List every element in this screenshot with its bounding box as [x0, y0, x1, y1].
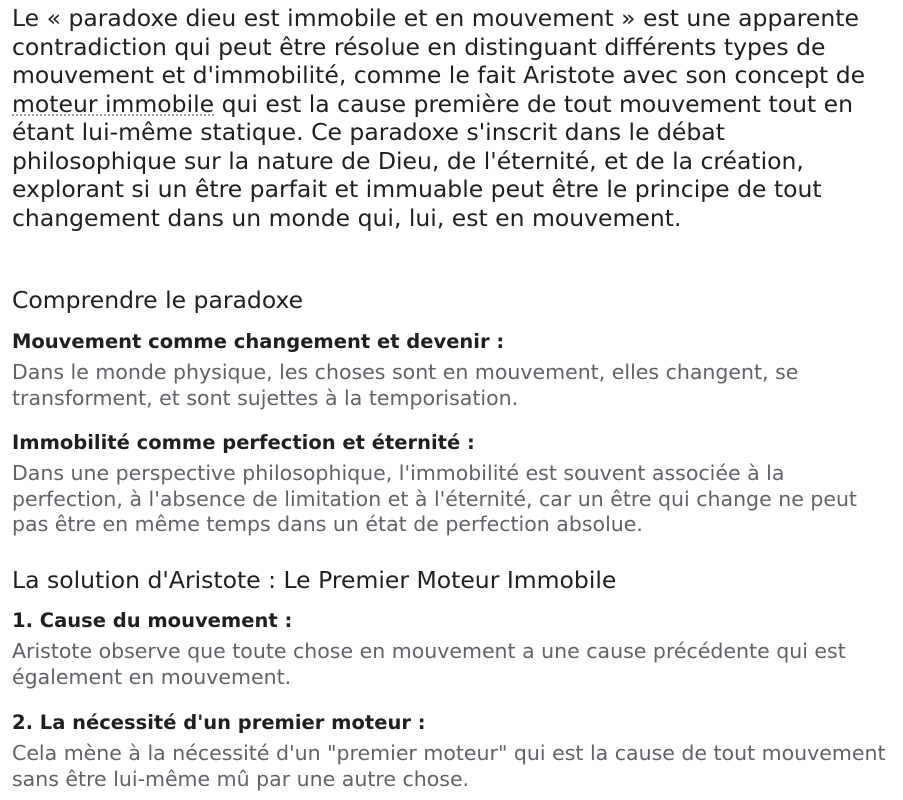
intro-paragraph	[12, 4, 892, 232]
intro-text-before: Le « paradoxe dieu est immobile et en mouvement » est une apparente contradiction qui peut être résolue en distinguant différents types de mouvement et d'immobilité, comme le fait Aristote avec son concept de	[12, 4, 866, 89]
item-title-mouvement: Mouvement comme changement et devenir :	[12, 330, 505, 353]
item-text-immobilite: Dans une perspective philosophique, l'immobilité est souvent associée à la perfection, à l'absence de limitation et à l'éternité, car un être qui change ne peut pas être en même temps dans un état de perfection absolue.	[12, 461, 857, 536]
item-text-mouvement: Dans le monde physique, les choses sont en mouvement, elles changent, se transforment, et sont sujettes à la temporisation.	[12, 360, 799, 410]
item-text-cause: Aristote observe que toute chose en mouvement a une cause précédente qui est également en mouvement.	[12, 639, 846, 689]
moteur-immobile-link[interactable]: moteur immobile	[12, 89, 215, 118]
section-heading-aristote: La solution d'Aristote : Le Premier Moteur Immobile	[12, 566, 617, 594]
item-text-premier-moteur: Cela mène à la nécessité d'un "premier moteur" qui est la cause de tout mouvement sans être lui-même mû par une autre chose.	[12, 741, 886, 791]
intro-text-after: qui est la cause première de tout mouvement tout en étant lui-même statique. Ce paradoxe s'inscrit dans le débat philosophique sur la nature de Dieu, de l'éternité, et de la création, explorant si un être parfait et immuable peut être le principe de tout changement dans un monde qui, lui, est en mouvement.	[12, 89, 854, 232]
item-title-premier-moteur: 2. La nécessité d'un premier moteur :	[12, 711, 426, 734]
item-title-immobilite: Immobilité comme perfection et éternité :	[12, 431, 475, 454]
section-heading-paradoxe: Comprendre le paradoxe	[12, 286, 304, 314]
item-title-cause: 1. Cause du mouvement :	[12, 609, 293, 632]
